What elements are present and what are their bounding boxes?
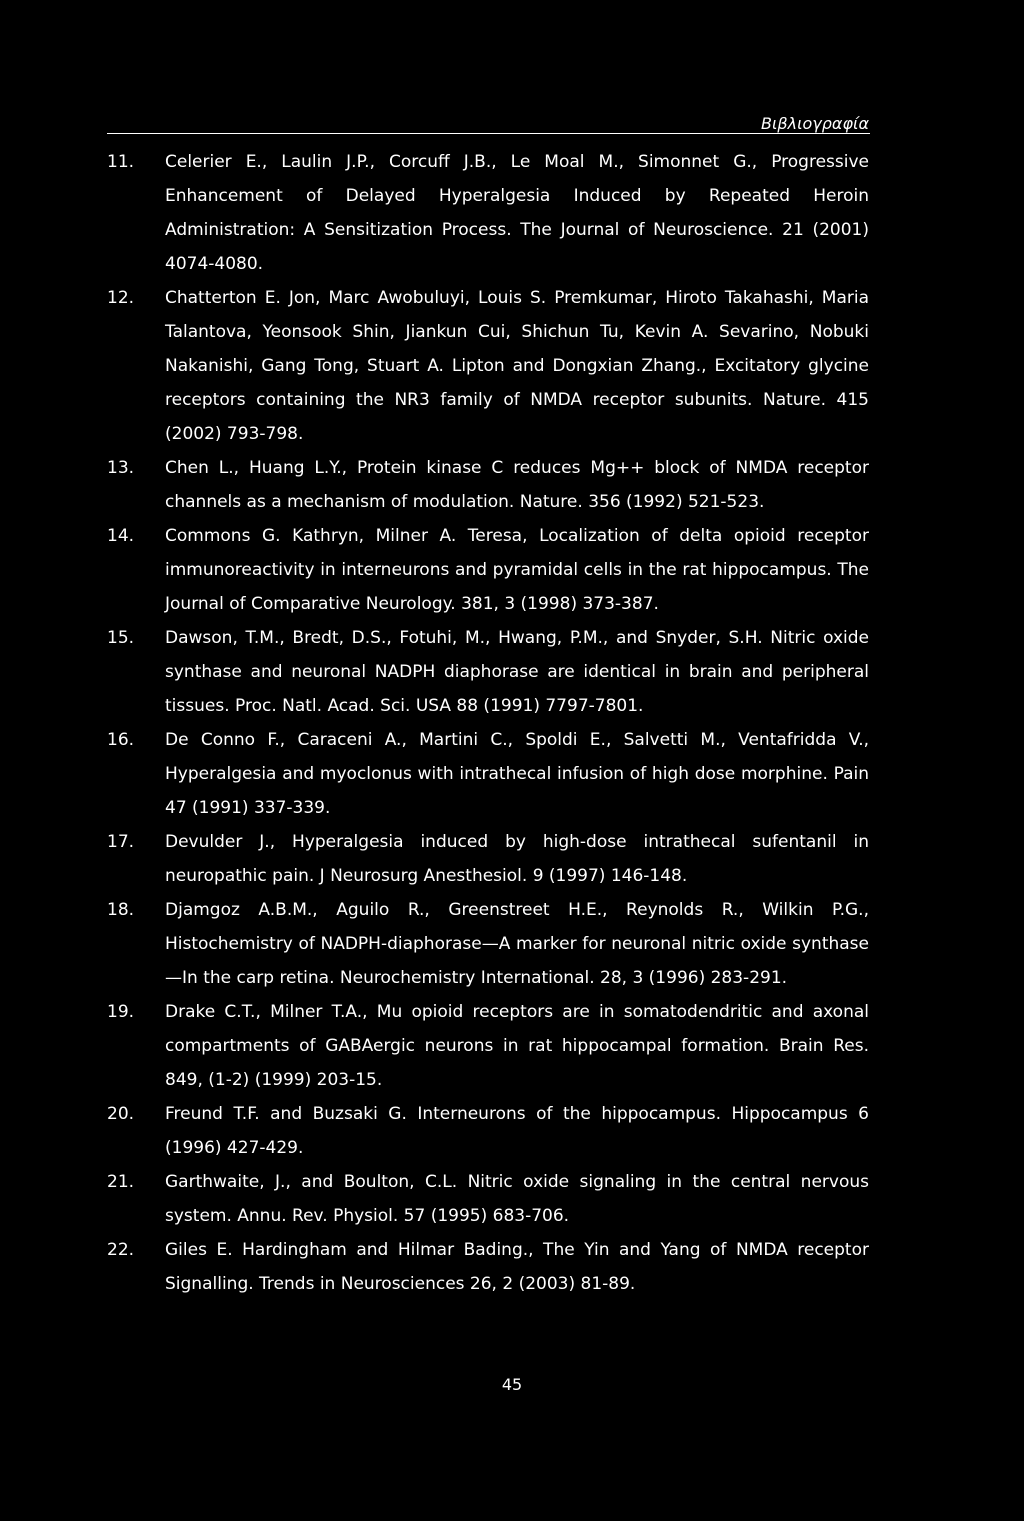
- reference-item: [107, 723, 869, 825]
- reference-number: 17.: [107, 832, 135, 852]
- reference-item: [107, 825, 869, 893]
- reference-item: [107, 621, 869, 723]
- reference-number: 12.: [107, 288, 135, 308]
- reference-number: 16.: [107, 730, 135, 750]
- reference-item: [107, 451, 869, 519]
- reference-number: 21.: [107, 1172, 135, 1192]
- reference-text: Giles E. Hardingham and Hilmar Bading., The Yin and Yang of NMDA receptor Signalling. Trends in Neurosciences 26, 2 (2003) 81-89.: [165, 1240, 869, 1294]
- running-header-title: Βιβλιογραφία: [761, 114, 869, 133]
- reference-text: Dawson, T.M., Bredt, D.S., Fotuhi, M., Hwang, P.M., and Snyder, S.H. Nitric oxide synthase and neuronal NADPH diaphorase are identical in brain and peripheral tissues. Proc. Natl. Acad. Sci. USA 88 (1991) 7797-7801.: [165, 628, 869, 716]
- reference-text: Djamgoz A.B.M., Aguilo R., Greenstreet H.E., Reynolds R., Wilkin P.G., Histochemistry of NADPH-diaphorase—A marker for neuronal nitric oxide synthase—In the carp retina. Neurochemistry International. 28, 3 (1996) 283-291.: [165, 900, 869, 988]
- reference-list: [107, 145, 869, 1301]
- reference-text: De Conno F., Caraceni A., Martini C., Spoldi E., Salvetti M., Ventafridda V., Hyperalgesia and myoclonus with intrathecal infusion of high dose morphine. Pain 47 (1991) 337-339.: [165, 730, 869, 818]
- reference-text: Commons G. Kathryn, Milner A. Teresa, Localization of delta opioid receptor immunoreactivity in interneurons and pyramidal cells in the rat hippocampus. The Journal of Comparative Neurology. 381, 3 (1998) 373-387.: [165, 526, 869, 614]
- reference-number: 18.: [107, 900, 135, 920]
- reference-text: Garthwaite, J., and Boulton, C.L. Nitric oxide signaling in the central nervous system. Annu. Rev. Physiol. 57 (1995) 683-706.: [165, 1172, 869, 1226]
- reference-text: Celerier E., Laulin J.P., Corcuff J.B., Le Moal M., Simonnet G., Progressive Enhancement of Delayed Hyperalgesia Induced by Repeated Heroin Administration: A Sensitization Process. The Journal of Neuroscience. 21 (2001) 4074-4080.: [165, 152, 869, 274]
- reference-item: [107, 995, 869, 1097]
- reference-number: 22.: [107, 1240, 135, 1260]
- reference-text: Drake C.T., Milner T.A., Mu opioid receptors are in somatodendritic and axonal compartments of GABAergic neurons in rat hippocampal formation. Brain Res. 849, (1-2) (1999) 203-15.: [165, 1002, 869, 1090]
- page-number: 45: [501, 1375, 523, 1394]
- reference-number: 13.: [107, 458, 135, 478]
- reference-number: 15.: [107, 628, 135, 648]
- reference-text: Freund T.F. and Buzsaki G. Interneurons of the hippocampus. Hippocampus 6 (1996) 427-429.: [165, 1104, 869, 1158]
- reference-text: Chatterton E. Jon, Marc Awobuluyi, Louis S. Premkumar, Hiroto Takahashi, Maria Talantova, Yeonsook Shin, Jiankun Cui, Shichun Tu, Kevin A. Sevarino, Nobuki Nakanishi, Gang Tong, Stuart A. Lipton and Dongxian Zhang., Excitatory glycine receptors containing the NR3 family of NMDA receptor subunits. Nature. 415 (2002) 793-798.: [165, 288, 869, 444]
- reference-number: 19.: [107, 1002, 135, 1022]
- reference-item: [107, 1097, 869, 1165]
- reference-number: 20.: [107, 1104, 135, 1124]
- reference-item: [107, 145, 869, 281]
- reference-item: [107, 893, 869, 995]
- reference-item: [107, 281, 869, 451]
- reference-text: Chen L., Huang L.Y., Protein kinase C reduces Mg++ block of NMDA receptor channels as a mechanism of modulation. Nature. 356 (1992) 521-523.: [165, 458, 869, 512]
- reference-item: [107, 519, 869, 621]
- reference-item: [107, 1165, 869, 1233]
- reference-text: Devulder J., Hyperalgesia induced by high-dose intrathecal sufentanil in neuropathic pain. J Neurosurg Anesthesiol. 9 (1997) 146-148.: [165, 832, 869, 886]
- reference-number: 11.: [107, 152, 135, 172]
- header-rule: [107, 133, 870, 134]
- reference-item: [107, 1233, 869, 1301]
- reference-number: 14.: [107, 526, 135, 546]
